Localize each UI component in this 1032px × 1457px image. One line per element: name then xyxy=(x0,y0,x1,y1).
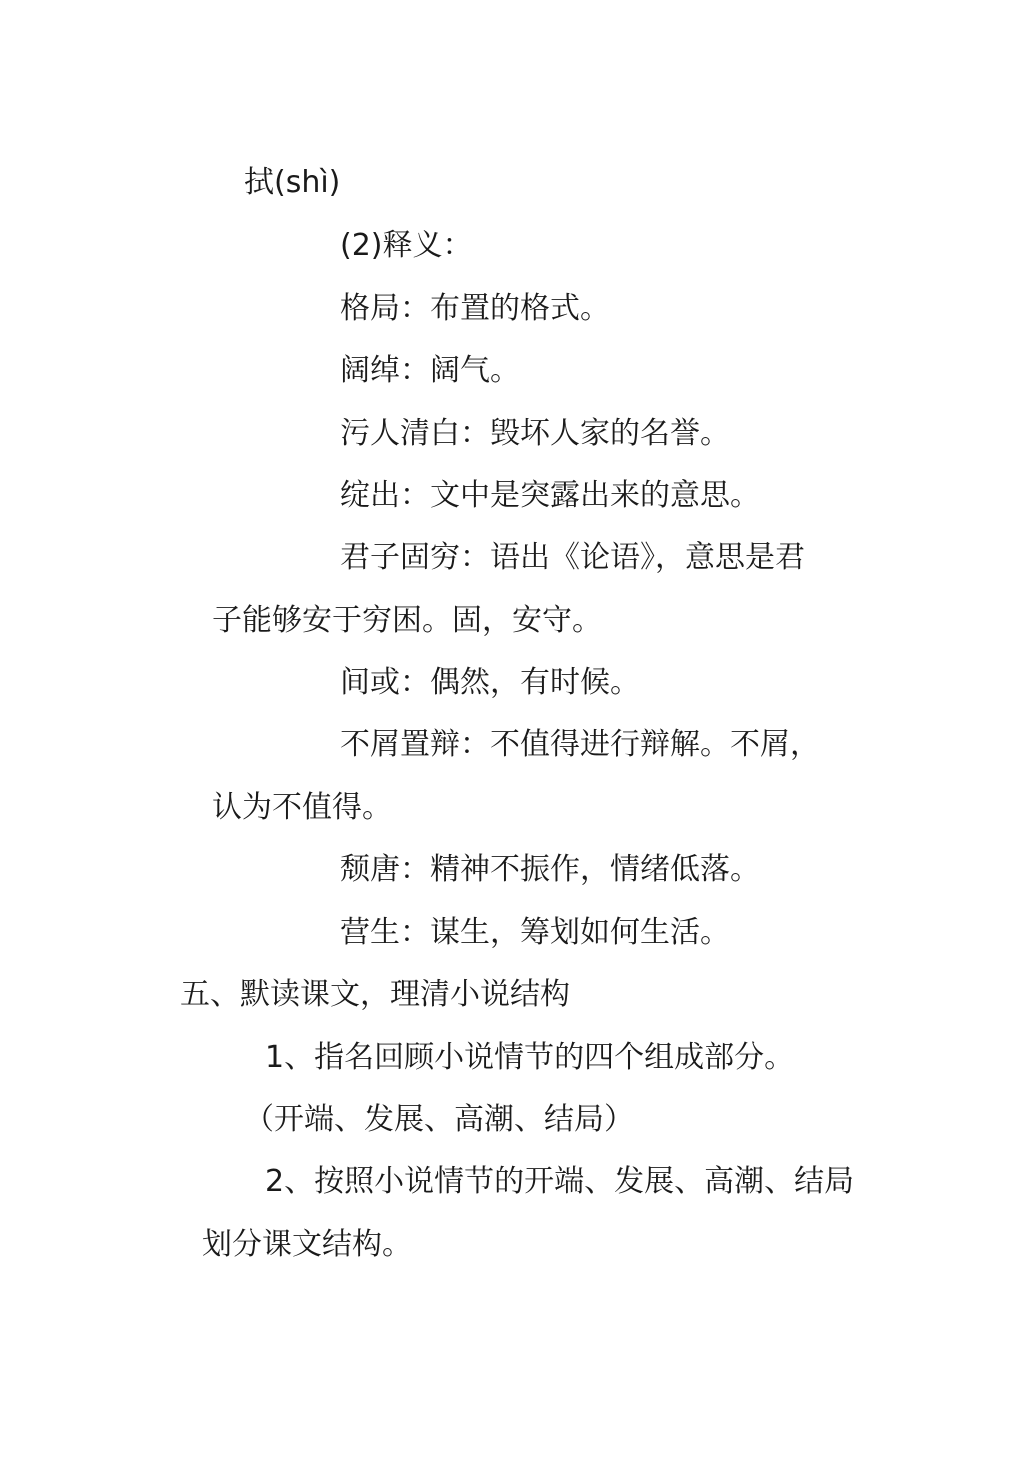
text-line-definition: 格局：布置的格式。 xyxy=(340,291,610,326)
text-line-step-continued: 划分课文结构。 xyxy=(202,1227,412,1262)
text-line-definition: 间或：偶然，有时候。 xyxy=(340,665,640,700)
text-line-definition: 不屑置辩：不值得进行辩解。不屑， xyxy=(340,727,820,762)
text-line-definitions-heading: (2)释义： xyxy=(340,228,473,263)
text-line-step: 2、按照小说情节的开端、发展、高潮、结局 xyxy=(265,1164,855,1199)
text-line-definition-continued: 子能够安于穷困。固，安守。 xyxy=(212,603,602,638)
text-line-definition: 污人清白：毁坏人家的名誉。 xyxy=(340,416,730,451)
text-line-step: 1、指名回顾小说情节的四个组成部分。 xyxy=(265,1040,795,1075)
text-line-definition-continued: 认为不值得。 xyxy=(212,790,392,825)
text-line-definition: 营生：谋生，筹划如何生活。 xyxy=(340,915,730,950)
text-line-definition: 阔绰：阔气。 xyxy=(340,353,520,388)
text-line-definition: 君子固穷：语出《论语》，意思是君 xyxy=(340,540,805,575)
text-line-definition: 颓唐：精神不振作，情绪低落。 xyxy=(340,852,760,887)
text-line-parenthetical: （开端、发展、高潮、结局） xyxy=(244,1102,634,1137)
text-line-definition: 绽出：文中是突露出来的意思。 xyxy=(340,478,760,513)
text-line-pinyin: 拭(shì) xyxy=(244,165,341,200)
section-heading: 五、默读课文，理清小说结构 xyxy=(180,977,570,1012)
